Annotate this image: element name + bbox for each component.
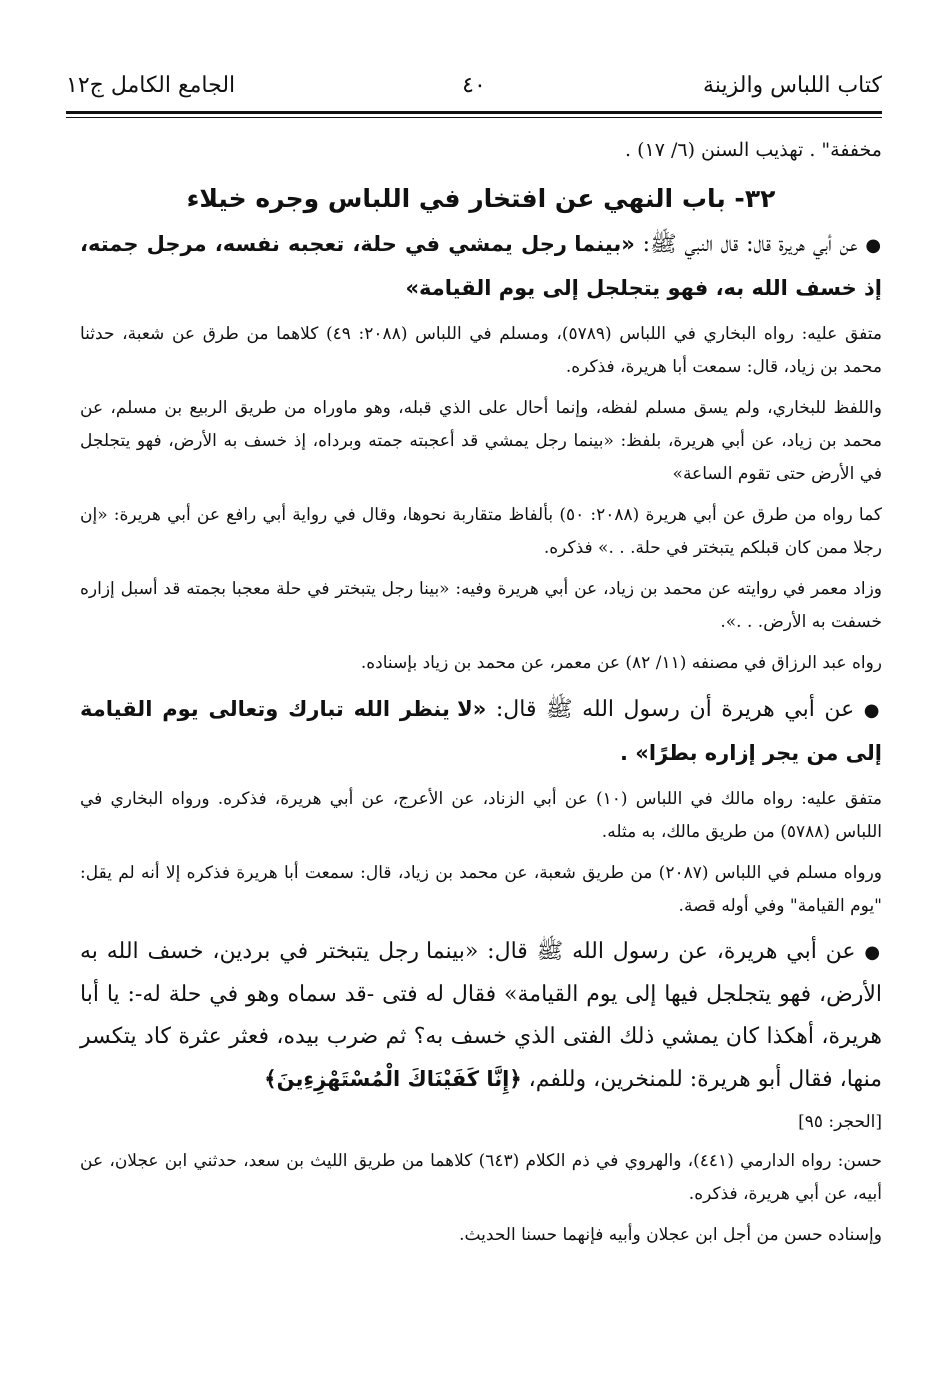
header-rule-thick (66, 111, 882, 114)
bullet-icon: ● (864, 942, 882, 963)
hadith-1 (80, 223, 882, 310)
hadith-text: «لا ينظر الله تبارك وتعالى يوم القيامة إلى من يجر إزاره بطرًا» . (80, 697, 882, 765)
takhrij-note: رواه عبد الرزاق في مصنفه (١١/ ٨٢) عن معمر، عن محمد بن زياد بإسناده. (360, 653, 882, 673)
page-content (80, 131, 882, 1260)
hadith-3 (80, 931, 882, 1101)
takhrij-note: كما رواه من طرق عن أبي هريرة (٢٠٨٨: ٥٠) بألفاظ متقاربة نحوها، وقال في رواية أبي رافع عن أبي هريرة: «إن رجلا ممن كان قبلكم يتبختر في حلة. . .» فذكره. (80, 505, 882, 558)
quran-verse: ﴿إِنَّا كَفَيْنَاكَ الْمُسْتَهْزِءِينَ﴾ (264, 1067, 522, 1091)
hadith-intro: عن أبي هريرة قال: قال النبي ﷺ: (634, 232, 858, 257)
takhrij-note: وزاد معمر في روايته عن محمد بن زياد، عن أبي هريرة وفيه: «بينا رجل يتبختر في حلة معجبا بجمته قد أسبل إزاره خسفت به الأرض. . .». (80, 579, 882, 632)
hadith-intro: عن أبي هريرة أن رسول الله ﷺ قال: (486, 697, 855, 722)
bullet-icon: ● (863, 700, 882, 721)
takhrij-note: حسن: رواه الدارمي (٤٤١)، والهروي في ذم الكلام (٦٤٣) كلاهما من طريق الليث بن سعد، حدثني ابن عجلان، عن أبيه، عن أبي هريرة، فذكره. (80, 1151, 882, 1204)
hadith-text: «بينما رجل يمشي في حلة، تعجبه نفسه، مرجل جمته، إذ خسف الله به، فهو يتجلجل إلى يوم القيامة» (80, 232, 882, 300)
takhrij-note: واللفظ للبخاري، ولم يسق مسلم لفظه، وإنما أحال على الذي قبله، وهو ماوراه من طريق الربيع بن مسلم، عن محمد بن زياد، عن أبي هريرة، بلفظ: «بينما رجل يمشي قد أعجبته جمته وبرداه، إذ خسف به الأرض، فهو يتجلجل في الأرض حتى تقوم الساعة» (80, 398, 883, 484)
book-title: كتاب اللباس والزينة (703, 73, 882, 98)
takhrij-note: وإسناده حسن من أجل ابن عجلان وأبيه فإنهما حسنا الحديث. (459, 1225, 882, 1245)
chapter-title: ٣٢- باب النهي عن افتخار في اللباس وجره خيلاء (186, 184, 776, 213)
hadith-intro: عن أبي هريرة، عن رسول الله ﷺ قال: (478, 939, 856, 964)
page-number: ٤٠ (462, 73, 486, 98)
takhrij-note: ورواه مسلم في اللباس (٢٠٨٧) من طريق شعبة، عن محمد بن زياد، قال: سمعت أبا هريرة فذكره إلا أنه لم يقل: "يوم القيامة" وفي أوله قصة. (80, 863, 883, 916)
takhrij-note: متفق عليه: رواه البخاري في اللباس (٥٧٨٩)، ومسلم في اللباس (٢٠٨٨: ٤٩) كلاهما من طرق عن شعبة، حدثنا محمد بن زياد، قال: سمعت أبا هريرة، فذكره. (80, 324, 882, 377)
series-title: الجامع الكامل ج١٢ (66, 73, 236, 98)
header-rule-thin (66, 117, 882, 118)
continuation-text: مخففة" . تهذيب السنن (٦/ ١٧) . (625, 139, 882, 161)
quran-reference: [الحجر: ٩٥] (798, 1112, 882, 1132)
bullet-icon: ● (865, 235, 882, 256)
hadith-2 (80, 688, 882, 775)
takhrij-note: متفق عليه: رواه مالك في اللباس (١٠) عن أبي الزناد، عن الأعرج، عن أبي هريرة، فذكره. ورواه البخاري في اللباس (٥٧٨٨) من طريق مالك، به مثله. (80, 789, 882, 842)
hadith-text: «بينما رجل يتبختر في بردين، خسف الله به الأرض، فهو يتجلجل فيها إلى يوم القيامة» فقال له فتى -قد سماه وهو في حلة له-: يا أبا هريرة، أهكذا كان يمشي ذلك الفتى الذي خسف به؟ ثم ضرب بيده، فعثر عثرة كاد يتكسر منها، فقال أبو هريرة: للمنخرين، وللفم، (80, 939, 882, 1092)
running-header (66, 66, 882, 106)
